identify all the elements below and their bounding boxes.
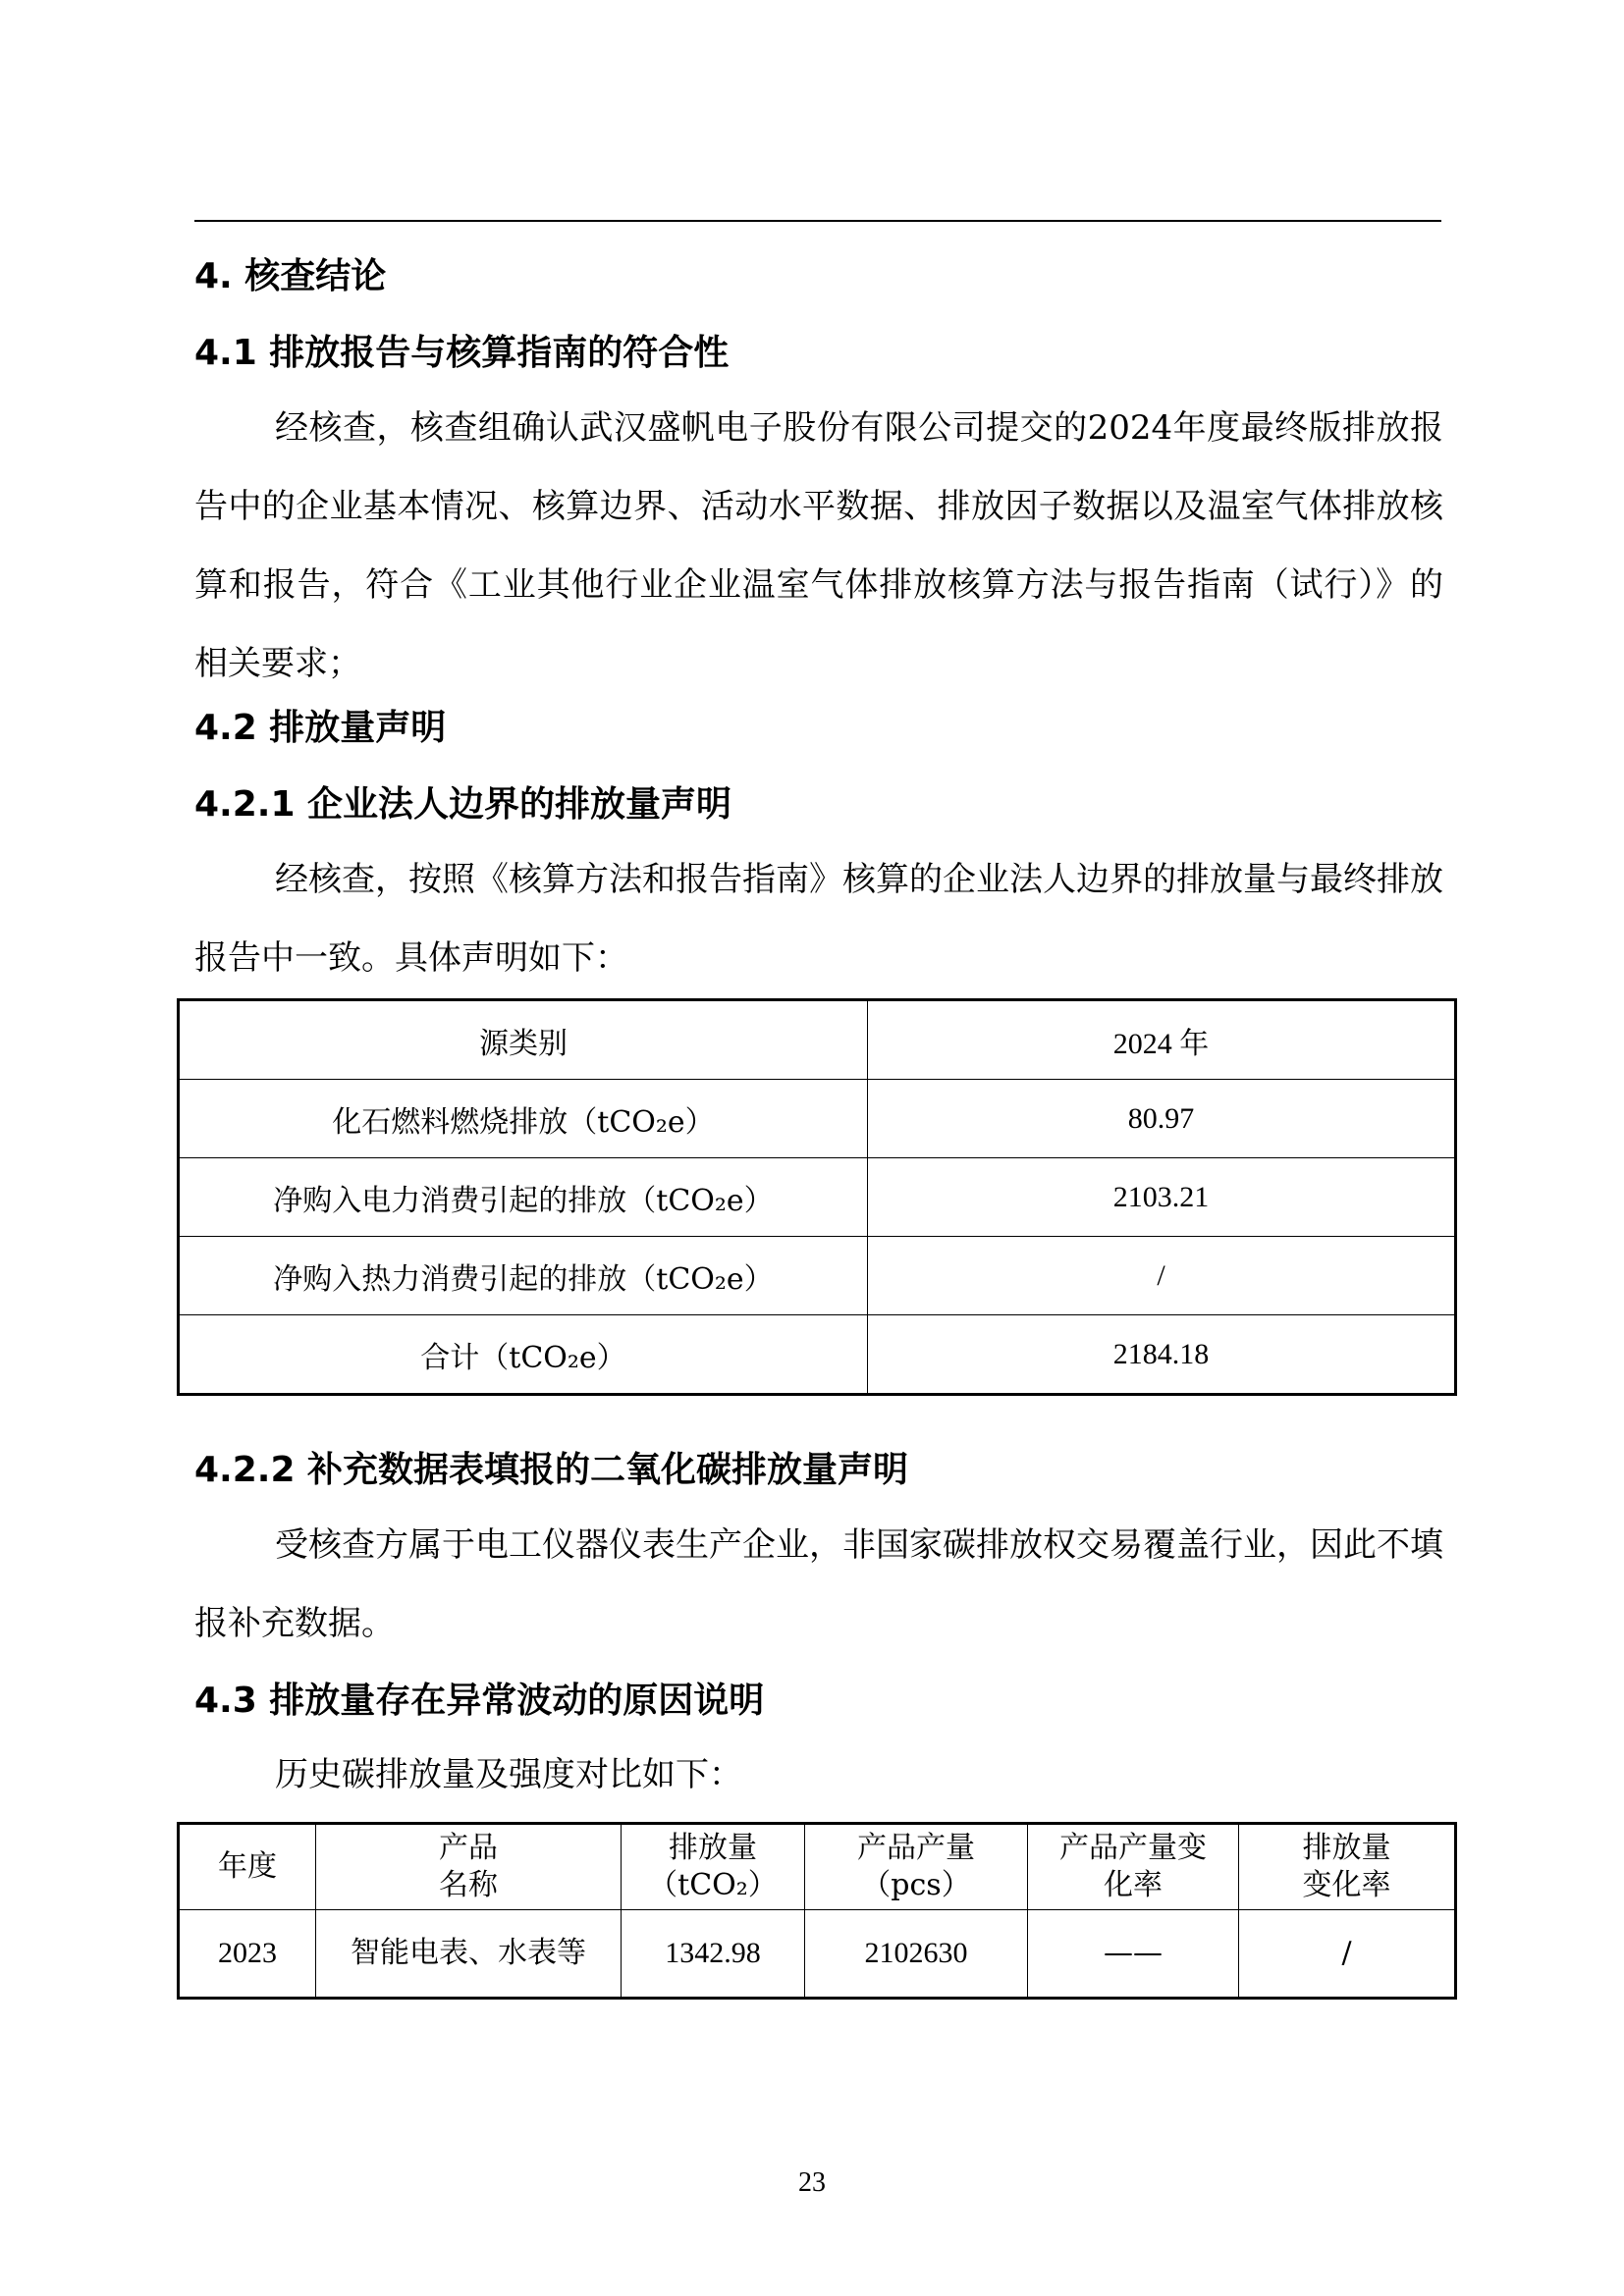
- history-comparison-table: [179, 1824, 1455, 1998]
- row-value: 2184.18: [868, 1315, 1455, 1394]
- header-product: [316, 1825, 622, 1910]
- heading-4-3: 4.3 排放量存在异常波动的原因说明: [194, 1681, 765, 1721]
- row-label: 净购入电力消费引起的排放（tCO₂e）: [180, 1158, 868, 1237]
- paragraph-4-2-1-text: 经核查，按照《核算方法和报告指南》核算的企业法人边界的排放量与最终排放报告中一致。具体声明如下：: [194, 860, 1443, 978]
- cell-output-change-rate: ——: [1028, 1910, 1239, 1998]
- heading-4-2-1: 4.2.1 企业法人边界的排放量声明: [194, 784, 732, 825]
- header-emission-change-rate-line2: 变化率: [1302, 1868, 1391, 1902]
- row-value: 2103.21: [868, 1158, 1455, 1237]
- table-header-row: [180, 1825, 1455, 1910]
- table-row: [180, 1080, 1455, 1158]
- header-year: 年度: [180, 1825, 316, 1910]
- emission-statement-table: [179, 1000, 1455, 1394]
- header-product-line2: 名称: [439, 1868, 498, 1902]
- heading-4-2-2: 4.2.2 补充数据表填报的二氧化碳排放量声明: [194, 1450, 909, 1490]
- heading-4: 4. 核查结论: [194, 256, 387, 296]
- header-output: [805, 1825, 1028, 1910]
- header-emission-line1: 排放量: [669, 1831, 757, 1865]
- paragraph-4-2-2-text: 受核查方属于电工仪器仪表生产企业，非国家碳排放权交易覆盖行业，因此不填报补充数据。: [194, 1525, 1443, 1643]
- paragraph-4-1-text: 经核查，核查组确认武汉盛帆电子股份有限公司提交的2024年度最终版排放报告中的企业基本情况、核算边界、活动水平数据、排放因子数据以及温室气体排放核算和报告，符合《工业其他行业企业温室气体排放核算方法与报告指南（试行）》的相关要求；: [194, 408, 1443, 683]
- row-label: 化石燃料燃烧排放（tCO₂e）: [180, 1080, 868, 1158]
- paragraph-4-1: [194, 389, 1443, 703]
- header-output-line1: 产品产量: [857, 1831, 975, 1865]
- header-source-category: 源类别: [180, 1001, 868, 1080]
- cell-year: 2023: [180, 1910, 316, 1998]
- header-rule: [194, 220, 1441, 222]
- paragraph-4-2-1: [194, 840, 1443, 997]
- heading-4-2: 4.2 排放量声明: [194, 708, 447, 748]
- header-product-line1: 产品: [439, 1831, 498, 1865]
- header-output-change-rate: [1028, 1825, 1239, 1910]
- row-value: /: [868, 1237, 1455, 1315]
- header-output-change-rate-line1: 产品产量变: [1059, 1831, 1207, 1865]
- cell-emission-change-rate: /: [1239, 1910, 1455, 1998]
- table-row: [180, 1158, 1455, 1237]
- header-output-change-rate-line2: 化率: [1104, 1868, 1163, 1902]
- paragraph-4-3-text: 历史碳排放量及强度对比如下：: [275, 1755, 742, 1794]
- header-emission-line2: （tCO₂）: [648, 1868, 778, 1902]
- header-emission-change-rate-line1: 排放量: [1302, 1831, 1391, 1865]
- header-emission-change-rate: [1239, 1825, 1455, 1910]
- paragraph-4-3: [194, 1735, 1443, 1814]
- table-row: [180, 1315, 1455, 1394]
- table-row: [180, 1910, 1455, 1998]
- page-number: 23: [798, 2167, 826, 2198]
- cell-emission: 1342.98: [622, 1910, 805, 1998]
- paragraph-4-2-2: [194, 1506, 1443, 1663]
- table-row: [180, 1237, 1455, 1315]
- row-value: 80.97: [868, 1080, 1455, 1158]
- table-header-row: [180, 1001, 1455, 1080]
- header-emission: [622, 1825, 805, 1910]
- cell-output: 2102630: [805, 1910, 1028, 1998]
- heading-4-1: 4.1 排放报告与核算指南的符合性: [194, 333, 730, 373]
- header-output-line2: （pcs）: [861, 1868, 971, 1902]
- row-label: 合计（tCO₂e）: [180, 1315, 868, 1394]
- cell-product: 智能电表、水表等: [316, 1910, 622, 1998]
- row-label: 净购入热力消费引起的排放（tCO₂e）: [180, 1237, 868, 1315]
- header-year-2024: 2024 年: [868, 1001, 1455, 1080]
